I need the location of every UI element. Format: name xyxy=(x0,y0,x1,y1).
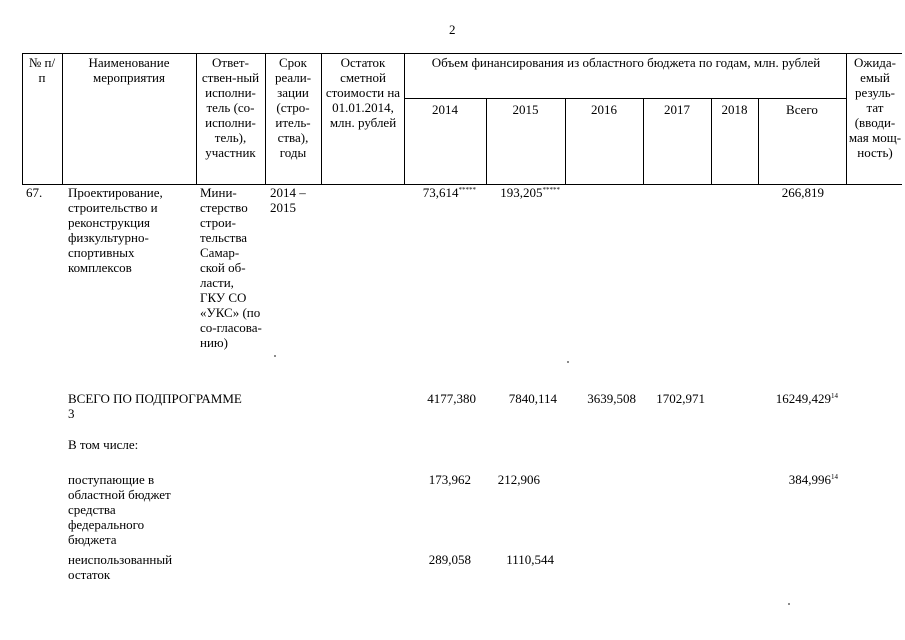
federal-label: поступающие в областной бюджет средства федерального бюджета xyxy=(68,472,171,547)
including-label: В том числе: xyxy=(68,437,139,452)
federal-total-footnote: 14 xyxy=(831,473,838,481)
total-all-footnote: 14 xyxy=(831,392,838,400)
header-result: Ожида-емый резуль-тат (вводи-мая мощ-ность) xyxy=(848,55,902,160)
row67-term: 2014 – 2015 xyxy=(270,185,306,215)
col-divider xyxy=(62,53,63,184)
header-year-2018: 2018 xyxy=(721,102,748,117)
scan-speck xyxy=(567,361,569,363)
header-name: Наименование мероприятия xyxy=(88,55,170,85)
header-year-2014: 2014 xyxy=(432,102,458,117)
total-2016: 3639,508 xyxy=(587,391,636,406)
col-divider xyxy=(22,53,23,184)
row67-2015-value: 193,205 xyxy=(500,185,543,200)
header-remainder: Остаток сметной стоимости на 01.01.2014, млн. рублей xyxy=(325,55,401,130)
header-term: Срок реали-зации (стро-итель-ства), годы xyxy=(274,55,312,160)
header-funding: Объем финансирования из областного бюджета по годам, млн. рублей xyxy=(431,55,821,70)
unused-2014: 289,058 xyxy=(428,552,471,567)
total-2015: 7840,114 xyxy=(508,391,557,406)
federal-2014: 173,962 xyxy=(428,472,471,487)
col-divider xyxy=(196,53,197,184)
total-all-value: 16249,429 xyxy=(775,391,831,406)
row67-2014-value: 73,614 xyxy=(422,185,459,200)
row67-name: Проектирование, строительство и реконструкция физкультурно-спортивных комплексов xyxy=(68,185,163,275)
total-label: ВСЕГО ПО ПОДПРОГРАММЕ 3 xyxy=(68,391,242,421)
row67-executor: Мини-стерство строи-тельства Самар-ской об-ласти, ГКУ СО «УКС» (по со-гласова-нию) xyxy=(200,185,262,350)
total-all xyxy=(740,391,838,406)
row67-2014-footnote: ***** xyxy=(458,186,476,194)
col-divider xyxy=(404,53,405,184)
scan-speck xyxy=(788,603,790,605)
unused-label: неиспользованный остаток xyxy=(68,552,173,582)
header-total: Всего xyxy=(786,102,818,117)
scan-speck xyxy=(274,355,276,357)
row67-number: 67. xyxy=(26,185,43,200)
total-2017: 1702,971 xyxy=(656,391,705,406)
row67-total: 266,819 xyxy=(781,185,824,200)
federal-total-value: 384,996 xyxy=(788,472,831,487)
col-divider xyxy=(846,53,847,184)
col-divider xyxy=(265,53,266,184)
federal-total xyxy=(740,472,838,487)
table-top-border xyxy=(22,53,902,54)
header-year-2016: 2016 xyxy=(591,102,617,117)
page-number: 2 xyxy=(449,22,456,37)
header-year-2017: 2017 xyxy=(664,102,690,117)
header-year-2015: 2015 xyxy=(512,102,539,117)
row67-2014 xyxy=(404,185,476,200)
unused-2015: 1110,544 xyxy=(506,552,554,567)
row67-2015-footnote: ***** xyxy=(542,186,560,194)
header-no: № п/п xyxy=(28,55,56,85)
col-divider xyxy=(321,53,322,184)
row67-2015 xyxy=(476,185,560,200)
federal-2015: 212,906 xyxy=(497,472,540,487)
years-header-divider xyxy=(404,98,846,99)
total-2014: 4177,380 xyxy=(427,391,476,406)
header-executor: Ответ-ствен-ный исполни-тель (со-исполни-тель), участник xyxy=(201,55,260,160)
